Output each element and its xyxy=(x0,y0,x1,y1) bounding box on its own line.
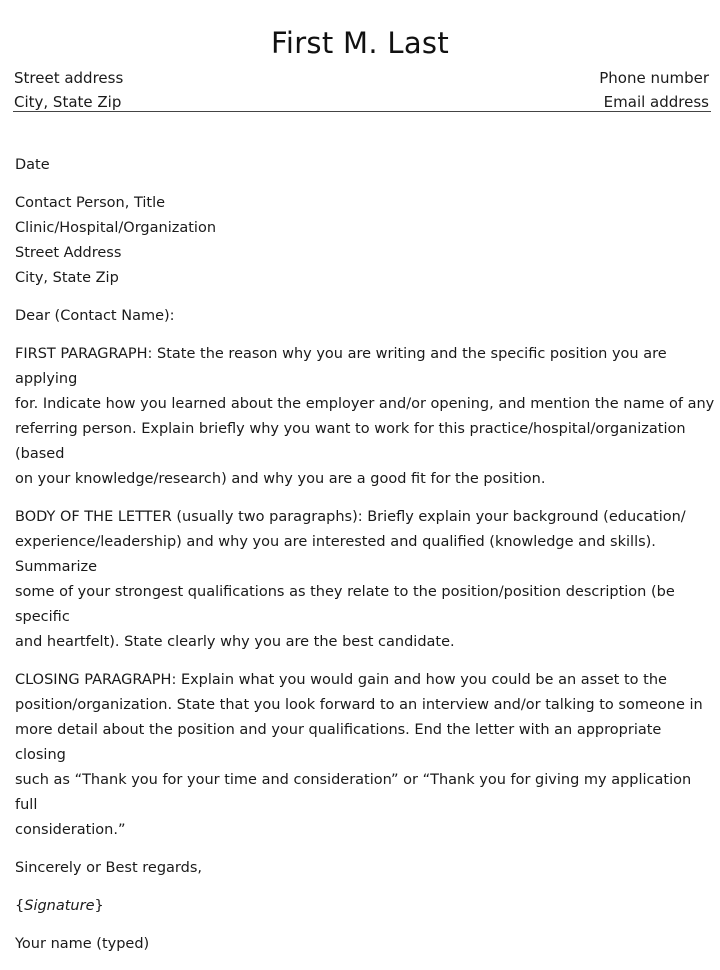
recipient-street: Street Address xyxy=(15,245,122,261)
paragraph-line: more detail about the position and your qualifications. End the letter with an appropriate closing xyxy=(15,722,662,763)
signature-placeholder xyxy=(15,894,715,919)
salutation: Dear (Contact Name): xyxy=(15,308,175,324)
paragraph-line: position/organization. State that you look forward to an interview and/or talking to someone in xyxy=(15,697,703,713)
applicant-email: Email address xyxy=(603,93,709,111)
signature-brace-close: } xyxy=(94,898,104,914)
recipient-contact: Contact Person, Title xyxy=(15,195,166,211)
paragraph-line: referring person. Explain briefly why you want to work for this practice/hospital/organization (based xyxy=(15,421,686,462)
paragraph-line: and heartfelt). State clearly why you are the best candidate. xyxy=(15,634,455,650)
closing-paragraph xyxy=(15,668,715,843)
applicant-name: First M. Last xyxy=(270,26,449,60)
paragraph-line: some of your strongest qualifications as they relate to the position/position description (be specific xyxy=(15,584,675,625)
sign-off: Sincerely or Best regards, xyxy=(15,860,202,876)
typed-name: Your name (typed) xyxy=(15,936,150,952)
paragraph-line: for. Indicate how you learned about the employer and/or opening, and mention the name of any xyxy=(15,396,715,412)
letter-body xyxy=(15,153,715,970)
recipient-organization: Clinic/Hospital/Organization xyxy=(15,220,217,236)
paragraph-line: consideration.” xyxy=(15,822,126,838)
applicant-city: City, State Zip xyxy=(14,93,122,111)
paragraph-line: BODY OF THE LETTER (usually two paragraphs): Briefly explain your background (education/ xyxy=(15,509,686,525)
signature-label: Signature xyxy=(24,898,95,914)
paragraph-line: such as “Thank you for your time and consideration” or “Thank you for giving my application full xyxy=(15,772,692,813)
paragraph-line: on your knowledge/research) and why you are a good fit for the position. xyxy=(15,471,546,487)
first-paragraph xyxy=(15,342,715,492)
signature-brace-open: { xyxy=(15,898,25,914)
paragraph-line: FIRST PARAGRAPH: State the reason why you are writing and the specific position you are applying xyxy=(15,346,667,387)
letter-date: Date xyxy=(15,157,50,173)
applicant-contact xyxy=(599,66,709,114)
header-divider xyxy=(13,111,711,112)
recipient-city: City, State Zip xyxy=(15,270,119,286)
applicant-address xyxy=(14,66,123,114)
recipient-block xyxy=(15,191,715,291)
applicant-street: Street address xyxy=(14,69,124,87)
applicant-phone: Phone number xyxy=(599,69,709,87)
paragraph-line: experience/leadership) and why you are interested and qualified (knowledge and skills). Summarize xyxy=(15,534,656,575)
paragraph-line: CLOSING PARAGRAPH: Explain what you would gain and how you could be an asset to the xyxy=(15,672,667,688)
body-paragraph xyxy=(15,505,715,655)
